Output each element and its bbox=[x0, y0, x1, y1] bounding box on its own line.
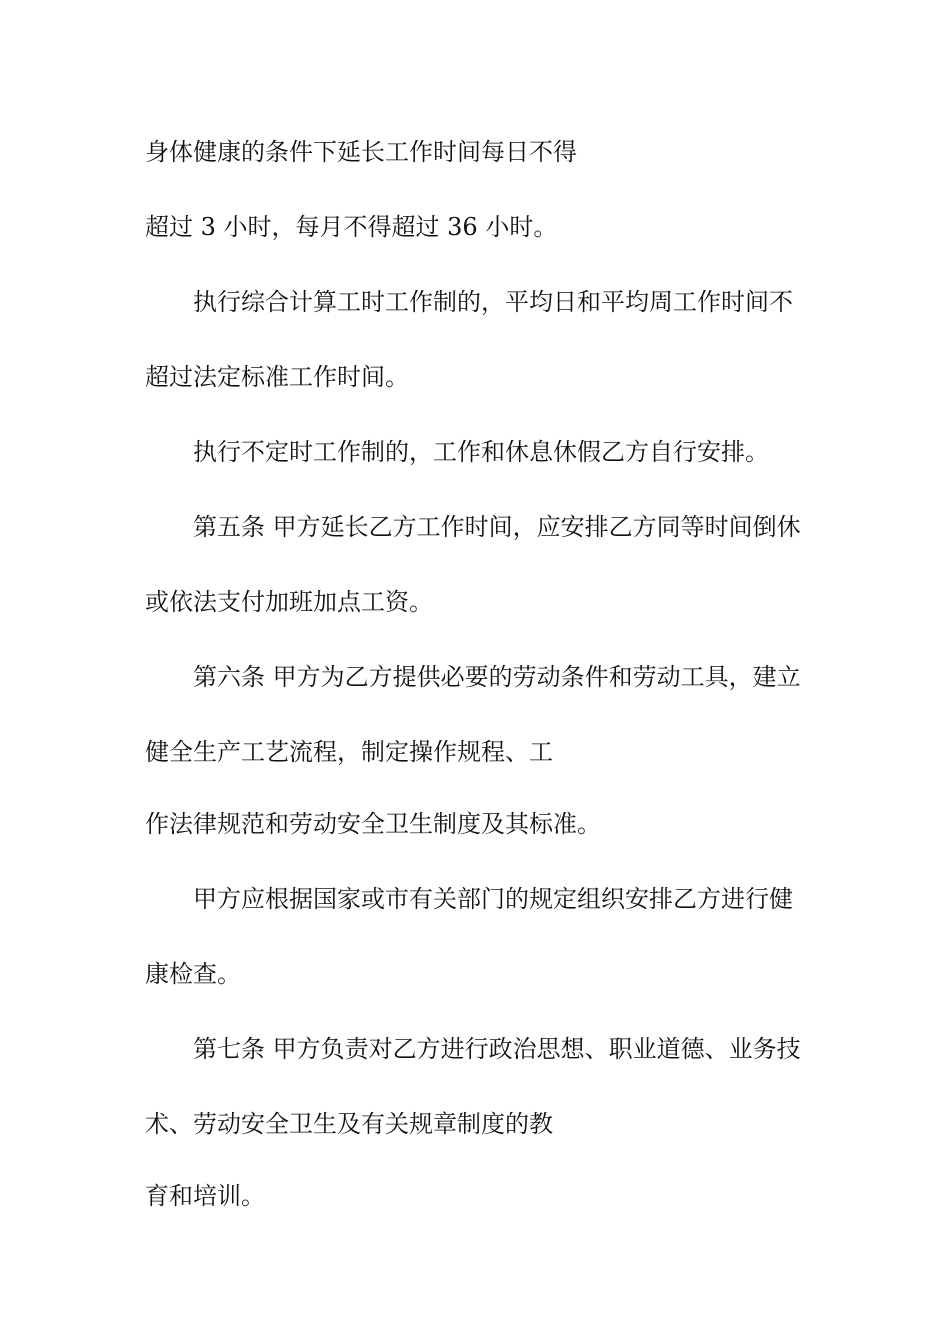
text-line: 作法律规范和劳动安全卫生制度及其标准。 bbox=[145, 810, 601, 838]
article-5-line: 第五条 甲方延长乙方工作时间，应安排乙方同等时间倒休 bbox=[193, 513, 801, 541]
text-line: 超过法定标准工作时间。 bbox=[145, 363, 409, 391]
text-line: 育和培训。 bbox=[145, 1182, 265, 1210]
article-6-line: 第六条 甲方为乙方提供必要的劳动条件和劳动工具，建立 bbox=[193, 663, 801, 691]
text-line: 康检查。 bbox=[145, 960, 241, 988]
text-line: 术、劳动安全卫生及有关规章制度的教 bbox=[145, 1110, 553, 1138]
paragraph-line: 执行综合计算工时工作制的，平均日和平均周工作时间不 bbox=[193, 288, 793, 316]
paragraph-line: 执行不定时工作制的，工作和休息休假乙方自行安排。 bbox=[193, 438, 769, 466]
text-line: 超过 3 小时，每月不得超过 36 小时。 bbox=[145, 213, 558, 241]
article-7-line: 第七条 甲方负责对乙方进行政治思想、职业道德、业务技 bbox=[193, 1035, 801, 1063]
text-line: 身体健康的条件下延长工作时间每日不得 bbox=[145, 138, 577, 166]
paragraph-line: 甲方应根据国家或市有关部门的规定组织安排乙方进行健 bbox=[193, 885, 793, 913]
text-line: 健全生产工艺流程，制定操作规程、工 bbox=[145, 738, 553, 766]
text-line: 或依法支付加班加点工资。 bbox=[145, 588, 433, 616]
